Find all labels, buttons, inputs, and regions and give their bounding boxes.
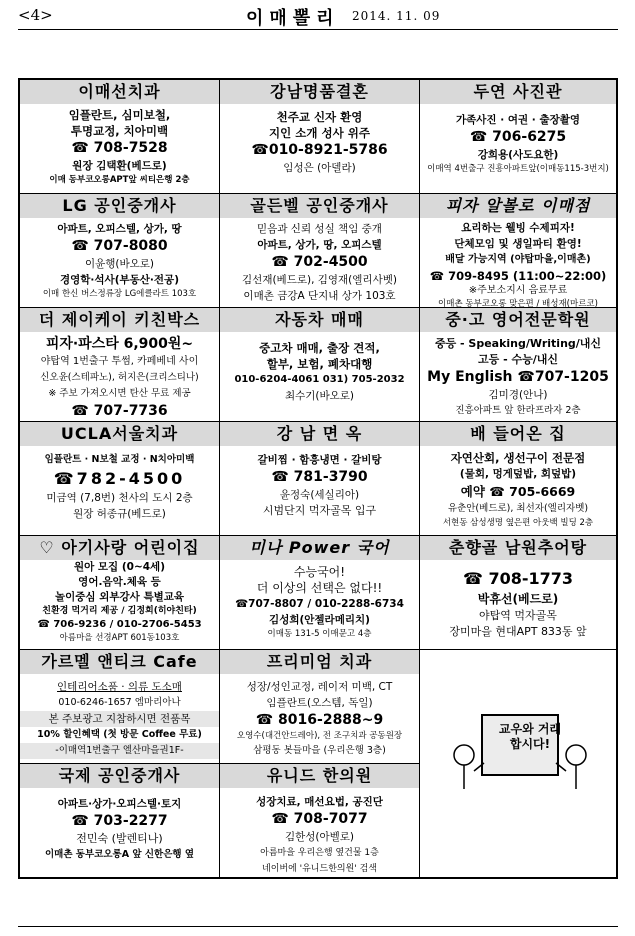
ad-line: 중고차 매매, 출장 견적, [259,341,380,355]
ad-phone: ☎ 702-4500 [271,254,368,270]
ad-phone: ☎ 708-7528 [71,140,168,156]
ad-title: 더 제이케이 키친박스 [20,308,219,332]
ad-phone: ☎ 781-3790 [271,469,368,485]
ad-card [220,422,420,536]
ad-title: 두연 사진관 [420,80,616,104]
ad-address: 장미마을 현대APT 833동 앞 [449,625,587,638]
ad-phone: ☎707-8807 / 010-2288-6734 [235,598,404,610]
ad-title: ♡ 아기사랑 어린이집 [20,536,219,560]
ad-line: 성장/성인교정, 레이저 미백, CT [246,681,393,693]
ad-address: 이매 한신 버스정류장 LG에클라트 103호 [42,289,197,299]
ad-line: 임성은 (아델라) [283,162,356,174]
ad-title: 자동차 매매 [220,308,419,332]
ad-line: 더 이상의 선택은 없다!! [256,581,383,595]
ad-title: 강 남 면 옥 [220,422,419,446]
ad-card [20,308,220,422]
ad-address: 이매동 131-5 이매문고 4층 [267,629,372,639]
ad-line: 경영학·석사(부동산·전공) [59,274,179,286]
ad-line: 아파트·상가·오피스텔·토지 [57,798,182,810]
ad-line: 고등 - 수능/내신 [478,353,558,366]
footer-rule [18,926,618,927]
ad-line: 유춘안(베드로), 최선자(엘리자벳) [447,503,589,514]
ad-address: 이매촌 동부코오롱A 앞 신한은행 옆 [44,849,195,860]
ad-title: 피자 알볼로 이매점 [420,194,616,218]
ad-title: 배 들어온 집 [420,422,616,446]
ad-address: 아름마을 우리은행 옆건물 1층 [260,848,379,858]
ad-line: 중등 - Speaking/Writing/내신 [434,337,602,350]
header-rule [18,29,618,30]
ad-address: 아름마을 선경APT 601동103호 [59,633,180,643]
ad-line: 성장치료, 매선요법, 공진단 [256,796,383,808]
ad-title: 유니드 한의원 [220,764,419,788]
ad-line: 할부, 보험, 폐차대행 [266,357,373,371]
ad-phone: ☎010-8921-5786 [251,142,388,158]
ad-card [20,80,220,194]
ad-address: 서현동 삼성생명 옆은편 아웃백 빌딩 2층 [442,518,594,528]
ad-address: 이매촌 동부코오롱 맞은편 / 배성재(마르코) [438,299,598,308]
ad-line: 원장 김택환(베드로) [72,160,167,172]
ad-title: UCLA서울치과 [20,422,219,446]
page-number: <4> [18,6,53,24]
ad-line: 갈비찜 · 함흥냉면 · 갈비탕 [257,454,382,466]
ad-line: 전민숙 (발렌티나) [76,832,163,845]
ad-card [420,80,616,194]
ad-title: 국제 공인중개사 [20,764,219,788]
ad-title: 강남명품결혼 [220,80,419,104]
poster-cell [420,650,616,877]
ad-title: LG 공인중개사 [20,194,219,218]
ad-phone: My English ☎707-1205 [427,369,609,385]
ad-card [220,650,420,764]
ad-card [420,422,616,536]
ad-line: 영어.음악.체육 등 [78,576,161,588]
ad-card [420,194,616,308]
ad-line: 야탑역 1번출구 투썸, 카페베네 사이 [40,356,199,367]
ad-line: 가족사진 · 여권 · 출장촬영 [455,114,581,126]
poster-text: 교우와 거래 합시다! [498,722,562,751]
ad-phone: ☎ 707-8080 [71,238,168,254]
ad-line: ※ 주보 가져오시면 탄산 무료 제공 [48,388,191,399]
ad-line: 신오윤(스테파노), 허지은(크리스티나) [40,372,199,383]
ad-address: 진흥아파트 앞 한라프라자 2층 [455,405,581,416]
page-header [18,4,618,28]
ad-address: 시범단지 먹자골목 입구 [262,504,377,517]
ad-line: 박휴선(베드로) [477,592,559,606]
ad-line: 김선재(베드로), 김영재(엘리사벳) [242,274,397,286]
ad-card [20,422,220,536]
ad-line: 인테리어소품 · 의류 도소매 [57,681,182,693]
ad-card [220,308,420,422]
ad-line: 임플란트(오스템, 독일) [266,697,373,709]
ad-phone: ☎ 706-9236 / 010-2706-5453 [37,619,202,630]
ad-line: 원아 모집 (0~4세) [73,561,166,573]
ad-line: 요리하는 웰빙 수제피자! [461,222,575,234]
ad-address: 이매 동부코오롱APT앞 씨티은행 2층 [49,175,190,185]
ad-line: 임플란트, 심미보철, [68,108,171,122]
ad-line: 이윤행(바오로) [84,258,155,270]
ad-card [420,536,616,650]
ad-line: 피자·파스타 6,900원~ [45,336,194,352]
ad-card [220,194,420,308]
ad-phone: 010-6246-1657 엠마리아나 [58,697,181,708]
ad-line: 아파트, 상가, 땅, 오피스텔 [257,239,382,251]
newsletter-title: 이매뽈리 [246,8,340,29]
ad-card [20,650,220,764]
ad-line: 야탑역 먹자골목 [479,609,557,622]
ad-phone: 예약 ☎ 705-6669 [460,484,576,499]
ad-card [20,764,220,877]
ad-line: 원장 허종규(베드로) [73,508,166,520]
ad-title: 프리미엄 치과 [220,650,419,674]
ad-card [20,194,220,308]
ad-address: 이매역 4번출구 진흥아파트앞(이매동115-3번지) [427,164,609,174]
ad-grid [18,78,618,879]
ad-line: 임플란트 · N보철 교정 · N치아미백 [44,454,195,465]
ad-phone: ☎ 709-8495 (11:00~22:00) [429,269,607,283]
ad-line: 천주교 신자 환영 [276,110,363,124]
ad-line: 윤정숙(세실리아) [279,489,360,501]
ad-line: 지인 소개 성사 위주 [269,126,370,140]
ad-phone: 010-6204-4061 031) 705-2032 [234,374,405,385]
ad-line: 최수기(바오로) [284,390,355,402]
ad-title: 이매선치과 [20,80,219,104]
ad-line: 김한성(아벨로) [284,831,355,843]
ad-title: 춘향골 남원추어탕 [420,536,616,560]
ad-card [220,80,420,194]
ad-line: 단체모임 및 생일파티 환영! [454,238,582,250]
ad-line: 놀이중심 외부강사 특별교육 [54,591,185,603]
ad-phone: ☎782-4500 [53,469,186,488]
ad-card [20,536,220,650]
ad-phone: ☎ 708-7077 [271,811,368,827]
ad-line: 믿음과 신뢰 성실 책임 중개 [257,223,382,235]
ad-card [420,308,616,422]
ad-card [220,764,420,877]
ad-address: -이매역1번출구 엘산마을권1F- [20,743,219,759]
ad-address: 이매촌 금강A 단지내 상가 103호 [243,290,396,302]
ad-line: 10% 할인혜택 (첫 방문 Coffee 무료) [37,729,202,740]
ad-title: 가르멜 앤티크 Cafe [20,650,219,674]
ad-line: 네이버에 '유니드한의원' 검색 [262,864,377,874]
issue-date: 2014. 11. 09 [352,9,441,23]
ad-line: ※주보소지시 음료무료 [468,285,568,296]
ad-line: 수능국어! [293,565,346,579]
ad-line: 김미경(안나) [488,389,548,401]
ad-line: 아파트, 오피스텔, 상가, 땅 [57,223,182,235]
ad-phone: ☎ 703-2277 [71,813,168,829]
ad-line: 김성희(안젤라메리치) [269,614,370,626]
ad-line: 오영수(대건안드레아), 전 조구치과 공동원장 [236,731,403,741]
ad-title: 중·고 영어전문학원 [420,308,616,332]
ad-title: 미나 Power 국어 [220,536,419,560]
ad-line: 친환경 먹거리 제공 / 김정희(히야친타) [42,606,197,616]
ad-address: 미금역 (7,8번) 천사의 도시 2층 [46,492,193,504]
ad-phone: ☎ 706-6275 [469,129,567,145]
ad-title: 골든벨 공인중개사 [220,194,419,218]
ad-phone: ☎ 708-1773 [462,569,574,588]
ad-line: 자연산회, 생선구이 전문점 [450,451,586,465]
ad-line: 본 주보광고 지참하시면 전품목 [20,711,219,727]
ad-line: (물회, 멍게덮밥, 회덮밥) [459,468,577,480]
ad-line: 투명교정, 치아미백 [70,124,169,138]
ad-address: 삼평동 봇들마을 (우리은행 3층) [253,745,386,756]
ad-card [220,536,420,650]
ad-line: 배달 가능지역 (야탑마을,이매촌) [445,254,591,265]
ad-phone: ☎ 8016-2888~9 [255,712,384,728]
ad-phone: ☎ 707-7736 [71,403,168,419]
ad-line: 강희용(사도요한) [477,149,559,161]
